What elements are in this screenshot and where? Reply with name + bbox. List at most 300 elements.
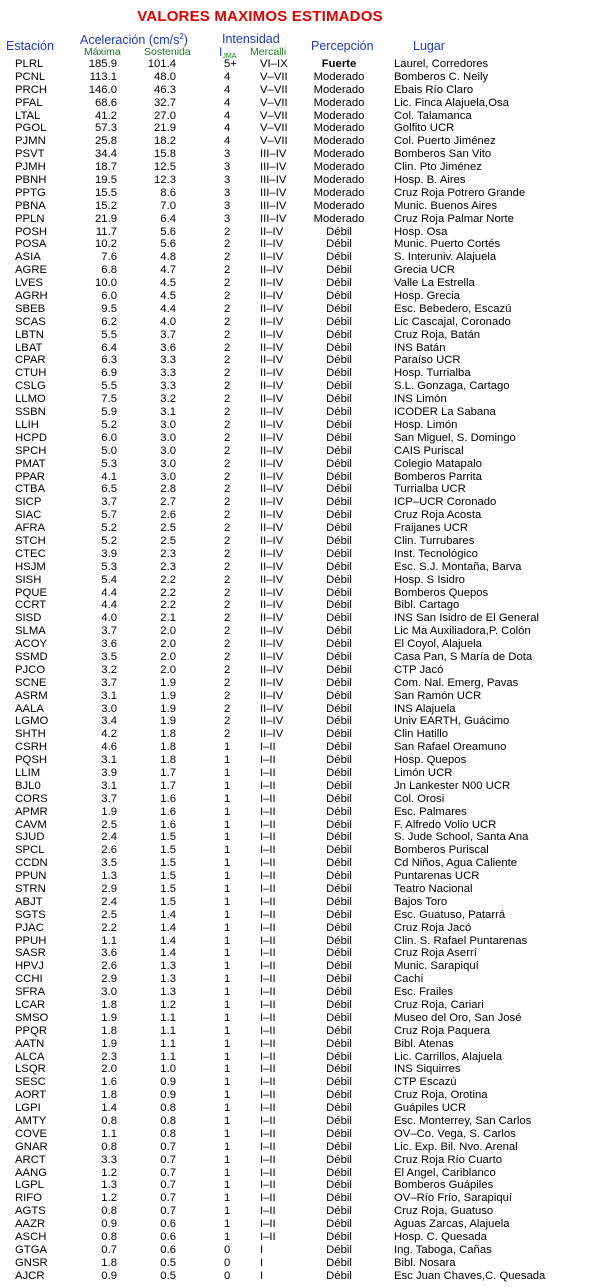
aceleracion-maxima: 2.6: [101, 960, 117, 973]
station-code: SMSO: [15, 1011, 49, 1024]
percepcion: Débil: [326, 315, 352, 328]
aceleracion-sostenida: 3.0: [160, 457, 176, 470]
percepcion: Débil: [326, 960, 352, 973]
intensidad-ijma: 1: [224, 1063, 231, 1076]
aceleracion-maxima: 1.4: [101, 1102, 117, 1115]
percepcion: Débil: [326, 1269, 352, 1282]
station-code: ASRM: [15, 689, 48, 702]
intensidad-ijma: 1: [224, 1140, 231, 1153]
intensidad-ijma: 1: [224, 844, 231, 857]
station-code: AMTY: [15, 1115, 47, 1128]
aceleracion-maxima: 185.9: [88, 58, 117, 70]
percepcion: Débil: [326, 1037, 352, 1050]
table-row: [0, 548, 590, 561]
percepcion: Débil: [326, 1166, 352, 1179]
station-code: PCNL: [15, 70, 46, 83]
percepcion: Débil: [326, 895, 352, 908]
intensidad-ijma: 2: [224, 238, 231, 251]
intensidad-mercalli: I–II: [260, 921, 276, 934]
station-code: SCNE: [15, 676, 47, 689]
aceleracion-sostenida: 4.7: [160, 264, 176, 277]
station-code: AFRA: [15, 522, 46, 535]
aceleracion-sostenida: 3.2: [160, 393, 176, 406]
intensidad-mercalli: I–II: [260, 1153, 276, 1166]
station-code: COVE: [15, 1127, 48, 1140]
table-row: [0, 1257, 590, 1270]
aceleracion-maxima: 3.1: [101, 689, 117, 702]
intensidad-mercalli: II–IV: [260, 406, 284, 419]
lugar: Esc. S.J. Montaña, Barva: [394, 560, 522, 573]
station-code: SLMA: [15, 625, 46, 638]
percepcion: Débil: [326, 986, 352, 999]
table-row: [0, 509, 590, 522]
percepcion: Débil: [326, 586, 352, 599]
aceleracion-maxima: 2.2: [101, 921, 117, 934]
lugar: Inst. Tecnológico: [394, 547, 478, 560]
station-code: AGRE: [15, 264, 48, 277]
intensidad-ijma: 2: [224, 715, 231, 728]
station-code: LGPL: [15, 1179, 44, 1192]
intensidad-mercalli: II–IV: [260, 715, 284, 728]
intensidad-mercalli: I–II: [260, 792, 276, 805]
intensidad-ijma: 2: [224, 534, 231, 547]
aceleracion-maxima: 6.0: [101, 290, 117, 303]
aceleracion-sostenida: 0.9: [160, 1076, 176, 1089]
intensidad-mercalli: I–II: [260, 1102, 276, 1115]
percepcion: Débil: [326, 883, 352, 895]
aceleracion-maxima: 3.6: [101, 638, 117, 651]
percepcion: Débil: [326, 380, 352, 393]
table-row: [0, 71, 590, 84]
intensidad-mercalli: II–IV: [260, 625, 284, 638]
table-row: [0, 1192, 590, 1205]
intensidad-ijma: 2: [224, 599, 231, 612]
lugar: Hosp. Osa: [394, 225, 448, 238]
intensidad-ijma: 1: [224, 999, 231, 1012]
aceleracion-maxima: 0.7: [101, 1243, 117, 1256]
percepcion: Débil: [326, 934, 352, 947]
aceleracion-maxima: 3.3: [101, 1153, 117, 1166]
aceleracion-maxima: 5.7: [101, 509, 117, 522]
intensidad-mercalli: II–IV: [260, 470, 284, 483]
aceleracion-sostenida: 1.7: [160, 766, 176, 779]
aceleracion-sostenida: 21.9: [154, 122, 176, 135]
percepcion: Débil: [326, 560, 352, 573]
table-row: [0, 935, 590, 948]
aceleracion-maxima: 4.0: [101, 612, 117, 625]
percepcion: Fuerte: [321, 58, 357, 70]
intensidad-mercalli: II–IV: [260, 341, 284, 354]
aceleracion-sostenida: 1.1: [160, 1011, 176, 1024]
page-title: VALORES MAXIMOS ESTIMADOS: [137, 8, 383, 25]
station-code: PSVT: [15, 148, 45, 161]
percepcion: Débil: [326, 483, 352, 496]
lugar: INS Limón: [394, 393, 447, 406]
aceleracion-maxima: 68.6: [95, 96, 117, 109]
station-code: BJL0: [15, 779, 41, 792]
intensidad-ijma: 2: [224, 290, 231, 303]
lugar: INS Siquirres: [394, 1063, 461, 1076]
intensidad-ijma: 2: [224, 547, 231, 560]
lugar: Lic. Finca Alajuela,Osa: [394, 96, 509, 109]
aceleracion-maxima: 0.8: [101, 1205, 117, 1218]
intensidad-mercalli: I–II: [260, 947, 276, 960]
header-aceleracion-text: Aceleración (cm/s: [80, 33, 180, 48]
station-code: AGTS: [15, 1205, 46, 1218]
aceleracion-sostenida: 1.1: [160, 1024, 176, 1037]
aceleracion-maxima: 1.1: [101, 934, 117, 947]
station-code: AAZR: [15, 1218, 46, 1231]
percepcion: Moderado: [313, 199, 365, 212]
aceleracion-maxima: 11.7: [95, 225, 117, 238]
header-estacion: Estación: [6, 39, 54, 53]
aceleracion-sostenida: 18.2: [154, 135, 176, 148]
aceleracion-sostenida: 2.0: [160, 650, 176, 663]
aceleracion-sostenida: 3.1: [160, 406, 176, 419]
header-sostenida: Sostenida: [144, 46, 191, 58]
lugar: Grecia UCR: [394, 264, 455, 277]
intensidad-mercalli: III–IV: [260, 212, 287, 225]
lugar: INS Batán: [394, 341, 446, 354]
aceleracion-sostenida: 4.8: [160, 251, 176, 264]
aceleracion-maxima: 15.2: [95, 199, 117, 212]
intensidad-ijma: 1: [224, 857, 231, 870]
lugar: Hosp. S Isidro: [394, 573, 465, 586]
table-row: [0, 1063, 590, 1076]
station-code: LLMO: [15, 393, 46, 406]
intensidad-mercalli: III–IV: [260, 148, 287, 161]
station-code: PPAR: [15, 470, 45, 483]
aceleracion-maxima: 41.2: [95, 109, 117, 122]
intensidad-ijma: 2: [224, 367, 231, 380]
table-row: [0, 947, 590, 960]
intensidad-ijma: 1: [224, 1037, 231, 1050]
lugar: Bomberos San Vito: [394, 148, 492, 161]
table-row: [0, 1231, 590, 1244]
station-code: RIFO: [15, 1192, 42, 1205]
table-row: [0, 703, 590, 716]
aceleracion-maxima: 3.2: [101, 663, 117, 676]
table-row: [0, 367, 590, 380]
intensidad-ijma: 3: [224, 199, 231, 212]
aceleracion-maxima: 4.6: [101, 741, 117, 754]
intensidad-mercalli: II–IV: [260, 560, 284, 573]
percepcion: Débil: [326, 676, 352, 689]
percepcion: Débil: [326, 728, 352, 741]
table-row: [0, 522, 590, 535]
lugar: Teatro Nacional: [394, 883, 473, 895]
aceleracion-sostenida: 0.7: [160, 1153, 176, 1166]
table-row: [0, 496, 590, 509]
intensidad-mercalli: II–IV: [260, 302, 284, 315]
percepcion: Débil: [326, 831, 352, 844]
percepcion: Débil: [326, 354, 352, 367]
percepcion: Débil: [326, 1011, 352, 1024]
intensidad-mercalli: I–II: [260, 973, 276, 986]
header-intensidad: Intensidad: [222, 32, 280, 46]
station-code: ACOY: [15, 638, 48, 651]
intensidad-ijma: 1: [224, 1011, 231, 1024]
percepcion: Débil: [326, 573, 352, 586]
station-code: CTUH: [15, 367, 47, 380]
table-row: [0, 406, 590, 419]
table-row: [0, 483, 590, 496]
table-row: [0, 1179, 590, 1192]
intensidad-mercalli: III–IV: [260, 186, 287, 199]
intensidad-mercalli: II–IV: [260, 612, 284, 625]
intensidad-ijma: 1: [224, 1205, 231, 1218]
station-code: ASCH: [15, 1231, 47, 1244]
station-code: LCAR: [15, 999, 46, 1012]
lugar: Bomberos C. Neily: [394, 70, 489, 83]
intensidad-ijma: 2: [224, 676, 231, 689]
aceleracion-sostenida: 1.6: [160, 792, 176, 805]
percepcion: Débil: [326, 754, 352, 767]
intensidad-ijma: 2: [224, 689, 231, 702]
lugar: Cruz Roja, Cariari: [394, 999, 484, 1012]
table-row: [0, 960, 590, 973]
table-row: [0, 612, 590, 625]
intensidad-mercalli: I–II: [260, 1063, 276, 1076]
aceleracion-sostenida: 32.7: [154, 96, 176, 109]
percepcion: Débil: [326, 1102, 352, 1115]
table-row: [0, 1205, 590, 1218]
lugar: Bomberos Quepos: [394, 586, 489, 599]
intensidad-mercalli: I–II: [260, 1205, 276, 1218]
aceleracion-maxima: 6.2: [101, 315, 117, 328]
station-code: AORT: [15, 1089, 47, 1102]
percepcion: Débil: [326, 908, 352, 921]
table-row: [0, 1115, 590, 1128]
aceleracion-sostenida: 0.8: [160, 1115, 176, 1128]
aceleracion-sostenida: 1.5: [160, 883, 176, 895]
percepcion: Moderado: [313, 70, 365, 83]
table-row: [0, 535, 590, 548]
intensidad-ijma: 2: [224, 251, 231, 264]
aceleracion-sostenida: 1.0: [160, 1063, 176, 1076]
station-code: HCPD: [15, 431, 48, 444]
lugar: Lic. Carrillos, Alajuela: [394, 1050, 502, 1063]
aceleracion-maxima: 1.1: [101, 1127, 117, 1140]
aceleracion-maxima: 1.9: [101, 1037, 117, 1050]
aceleracion-maxima: 1.8: [101, 1089, 117, 1102]
intensidad-mercalli: I–II: [260, 1231, 276, 1244]
intensidad-mercalli: I: [260, 1256, 264, 1269]
lugar: INS San Isidro de El General: [394, 612, 540, 625]
lugar: Fraijanes UCR: [394, 522, 469, 535]
aceleracion-sostenida: 2.5: [160, 522, 176, 535]
aceleracion-sostenida: 2.3: [160, 547, 176, 560]
station-code: PPTG: [15, 186, 46, 199]
table-row: [0, 587, 590, 600]
percepcion: Débil: [326, 290, 352, 303]
aceleracion-sostenida: 1.6: [160, 805, 176, 818]
station-code: PPUH: [15, 934, 47, 947]
aceleracion-maxima: 3.0: [101, 702, 117, 715]
aceleracion-maxima: 1.9: [101, 805, 117, 818]
table-row: [0, 161, 590, 174]
table-row: [0, 715, 590, 728]
table-row: [0, 419, 590, 432]
intensidad-mercalli: V–VII: [260, 135, 288, 148]
station-code: PBNA: [15, 199, 46, 212]
intensidad-ijma: 1: [224, 1192, 231, 1205]
lugar: CAIS Puriscal: [394, 444, 464, 457]
table-row: [0, 896, 590, 909]
percepcion: Débil: [326, 225, 352, 238]
intensidad-mercalli: I: [260, 1243, 264, 1256]
lugar: Bibl. Atenas: [394, 1037, 454, 1050]
station-code: CSRH: [15, 741, 48, 754]
aceleracion-sostenida: 0.9: [160, 1089, 176, 1102]
intensidad-ijma: 2: [224, 277, 231, 290]
header-aceleracion-close: ): [183, 33, 188, 48]
table-row: [0, 922, 590, 935]
intensidad-ijma: 1: [224, 1076, 231, 1089]
intensidad-mercalli: I–II: [260, 766, 276, 779]
percepcion: Débil: [326, 973, 352, 986]
table-row: [0, 625, 590, 638]
aceleracion-sostenida: 1.9: [160, 676, 176, 689]
lugar: Cruz Roja, Guatuso: [394, 1205, 494, 1218]
header-ijma-base: I: [219, 45, 223, 59]
aceleracion-maxima: 3.5: [101, 650, 117, 663]
lugar: Bomberos Guápiles: [394, 1179, 494, 1192]
aceleracion-maxima: 0.8: [101, 1140, 117, 1153]
aceleracion-sostenida: 0.6: [160, 1243, 176, 1256]
aceleracion-sostenida: 1.5: [160, 831, 176, 844]
lugar: Col. Puerto Jiménez: [394, 135, 496, 148]
table-row: [0, 870, 590, 883]
station-code: SPCH: [15, 444, 47, 457]
lugar: San Miguel, S. Domingo: [394, 431, 516, 444]
station-code: CPAR: [15, 354, 46, 367]
lugar: Hosp. Quepos: [394, 754, 467, 767]
percepcion: Débil: [326, 1256, 352, 1269]
intensidad-ijma: 2: [224, 625, 231, 638]
percepcion: Débil: [326, 1243, 352, 1256]
station-code: LSQR: [15, 1063, 46, 1076]
intensidad-mercalli: I–II: [260, 1179, 276, 1192]
intensidad-ijma: 1: [224, 1050, 231, 1063]
aceleracion-sostenida: 3.3: [160, 354, 176, 367]
aceleracion-maxima: 4.1: [101, 470, 117, 483]
station-code: PFAL: [15, 96, 43, 109]
aceleracion-maxima: 146.0: [88, 83, 117, 96]
intensidad-mercalli: I–II: [260, 1089, 276, 1102]
intensidad-ijma: 1: [224, 1127, 231, 1140]
aceleracion-sostenida: 1.1: [160, 1050, 176, 1063]
aceleracion-maxima: 10.0: [95, 277, 117, 290]
table-row: [0, 767, 590, 780]
aceleracion-sostenida: 27.0: [154, 109, 176, 122]
intensidad-mercalli: V–VII: [260, 83, 288, 96]
station-code: LGMO: [15, 715, 49, 728]
station-code: PJCO: [15, 663, 46, 676]
intensidad-ijma: 0: [224, 1243, 231, 1256]
intensidad-mercalli: I–II: [260, 857, 276, 870]
station-code: CSLG: [15, 380, 46, 393]
station-code: PPUN: [15, 870, 47, 883]
intensidad-ijma: 1: [224, 870, 231, 883]
lugar: Limón UCR: [394, 766, 453, 779]
lugar: Cruz Roja Jacó: [394, 921, 472, 934]
aceleracion-sostenida: 1.8: [160, 741, 176, 754]
intensidad-mercalli: I–II: [260, 1037, 276, 1050]
aceleracion-maxima: 5.2: [101, 418, 117, 431]
aceleracion-sostenida: 5.6: [160, 225, 176, 238]
table-row: [0, 122, 590, 135]
lugar: Bomberos Parrita: [394, 470, 482, 483]
aceleracion-sostenida: 1.5: [160, 857, 176, 870]
intensidad-ijma: 4: [224, 109, 231, 122]
aceleracion-maxima: 2.3: [101, 1050, 117, 1063]
percepcion: Moderado: [313, 96, 365, 109]
percepcion: Débil: [326, 1127, 352, 1140]
table-row: [0, 819, 590, 832]
aceleracion-maxima: 3.0: [101, 986, 117, 999]
intensidad-mercalli: I–II: [260, 1127, 276, 1140]
lugar: Cachí: [394, 973, 424, 986]
lugar: Valle La Estrella: [394, 277, 475, 290]
lugar: Puntarenas UCR: [394, 870, 480, 883]
lugar: Univ EARTH, Guácimo: [394, 715, 510, 728]
percepcion: Débil: [326, 625, 352, 638]
intensidad-mercalli: I–II: [260, 960, 276, 973]
station-code: CORS: [15, 792, 48, 805]
station-code: ARCT: [15, 1153, 46, 1166]
aceleracion-sostenida: 0.7: [160, 1192, 176, 1205]
intensidad-mercalli: II–IV: [260, 431, 284, 444]
lugar: Cruz Roja Aserrí: [394, 947, 477, 960]
station-code: SICP: [15, 496, 42, 509]
intensidad-mercalli: II–IV: [260, 328, 284, 341]
intensidad-mercalli: II–IV: [260, 418, 284, 431]
percepcion: Débil: [326, 1050, 352, 1063]
aceleracion-sostenida: 1.5: [160, 870, 176, 883]
intensidad-ijma: 2: [224, 586, 231, 599]
lugar: Cd Niños, Agua Caliente: [394, 857, 518, 870]
lugar: Clin. Pto Jiménez: [394, 161, 482, 174]
aceleracion-maxima: 10.2: [95, 238, 117, 251]
lugar: San Ramón UCR: [394, 689, 482, 702]
percepcion: Débil: [326, 496, 352, 509]
lugar: Guápiles UCR: [394, 1102, 467, 1115]
percepcion: Moderado: [313, 148, 365, 161]
intensidad-ijma: 1: [224, 895, 231, 908]
intensidad-mercalli: V–VII: [260, 122, 288, 135]
aceleracion-maxima: 1.6: [101, 1076, 117, 1089]
intensidad-ijma: 2: [224, 509, 231, 522]
aceleracion-sostenida: 0.6: [160, 1231, 176, 1244]
aceleracion-maxima: 4.2: [101, 728, 117, 741]
table-row: [0, 1038, 590, 1051]
lugar: Esc Juan Chaves,C. Quesada: [394, 1269, 546, 1282]
aceleracion-maxima: 0.8: [101, 1115, 117, 1128]
aceleracion-maxima: 1.3: [101, 1179, 117, 1192]
percepcion: Débil: [326, 1140, 352, 1153]
aceleracion-maxima: 113.1: [89, 70, 117, 83]
table-row: [0, 290, 590, 303]
aceleracion-maxima: 18.7: [95, 161, 117, 174]
intensidad-mercalli: I–II: [260, 741, 276, 754]
aceleracion-sostenida: 1.4: [160, 947, 176, 960]
aceleracion-sostenida: 2.8: [160, 483, 176, 496]
percepcion: Moderado: [313, 212, 365, 225]
intensidad-ijma: 1: [224, 1153, 231, 1166]
intensidad-ijma: 2: [224, 225, 231, 238]
table-row: [0, 1141, 590, 1154]
